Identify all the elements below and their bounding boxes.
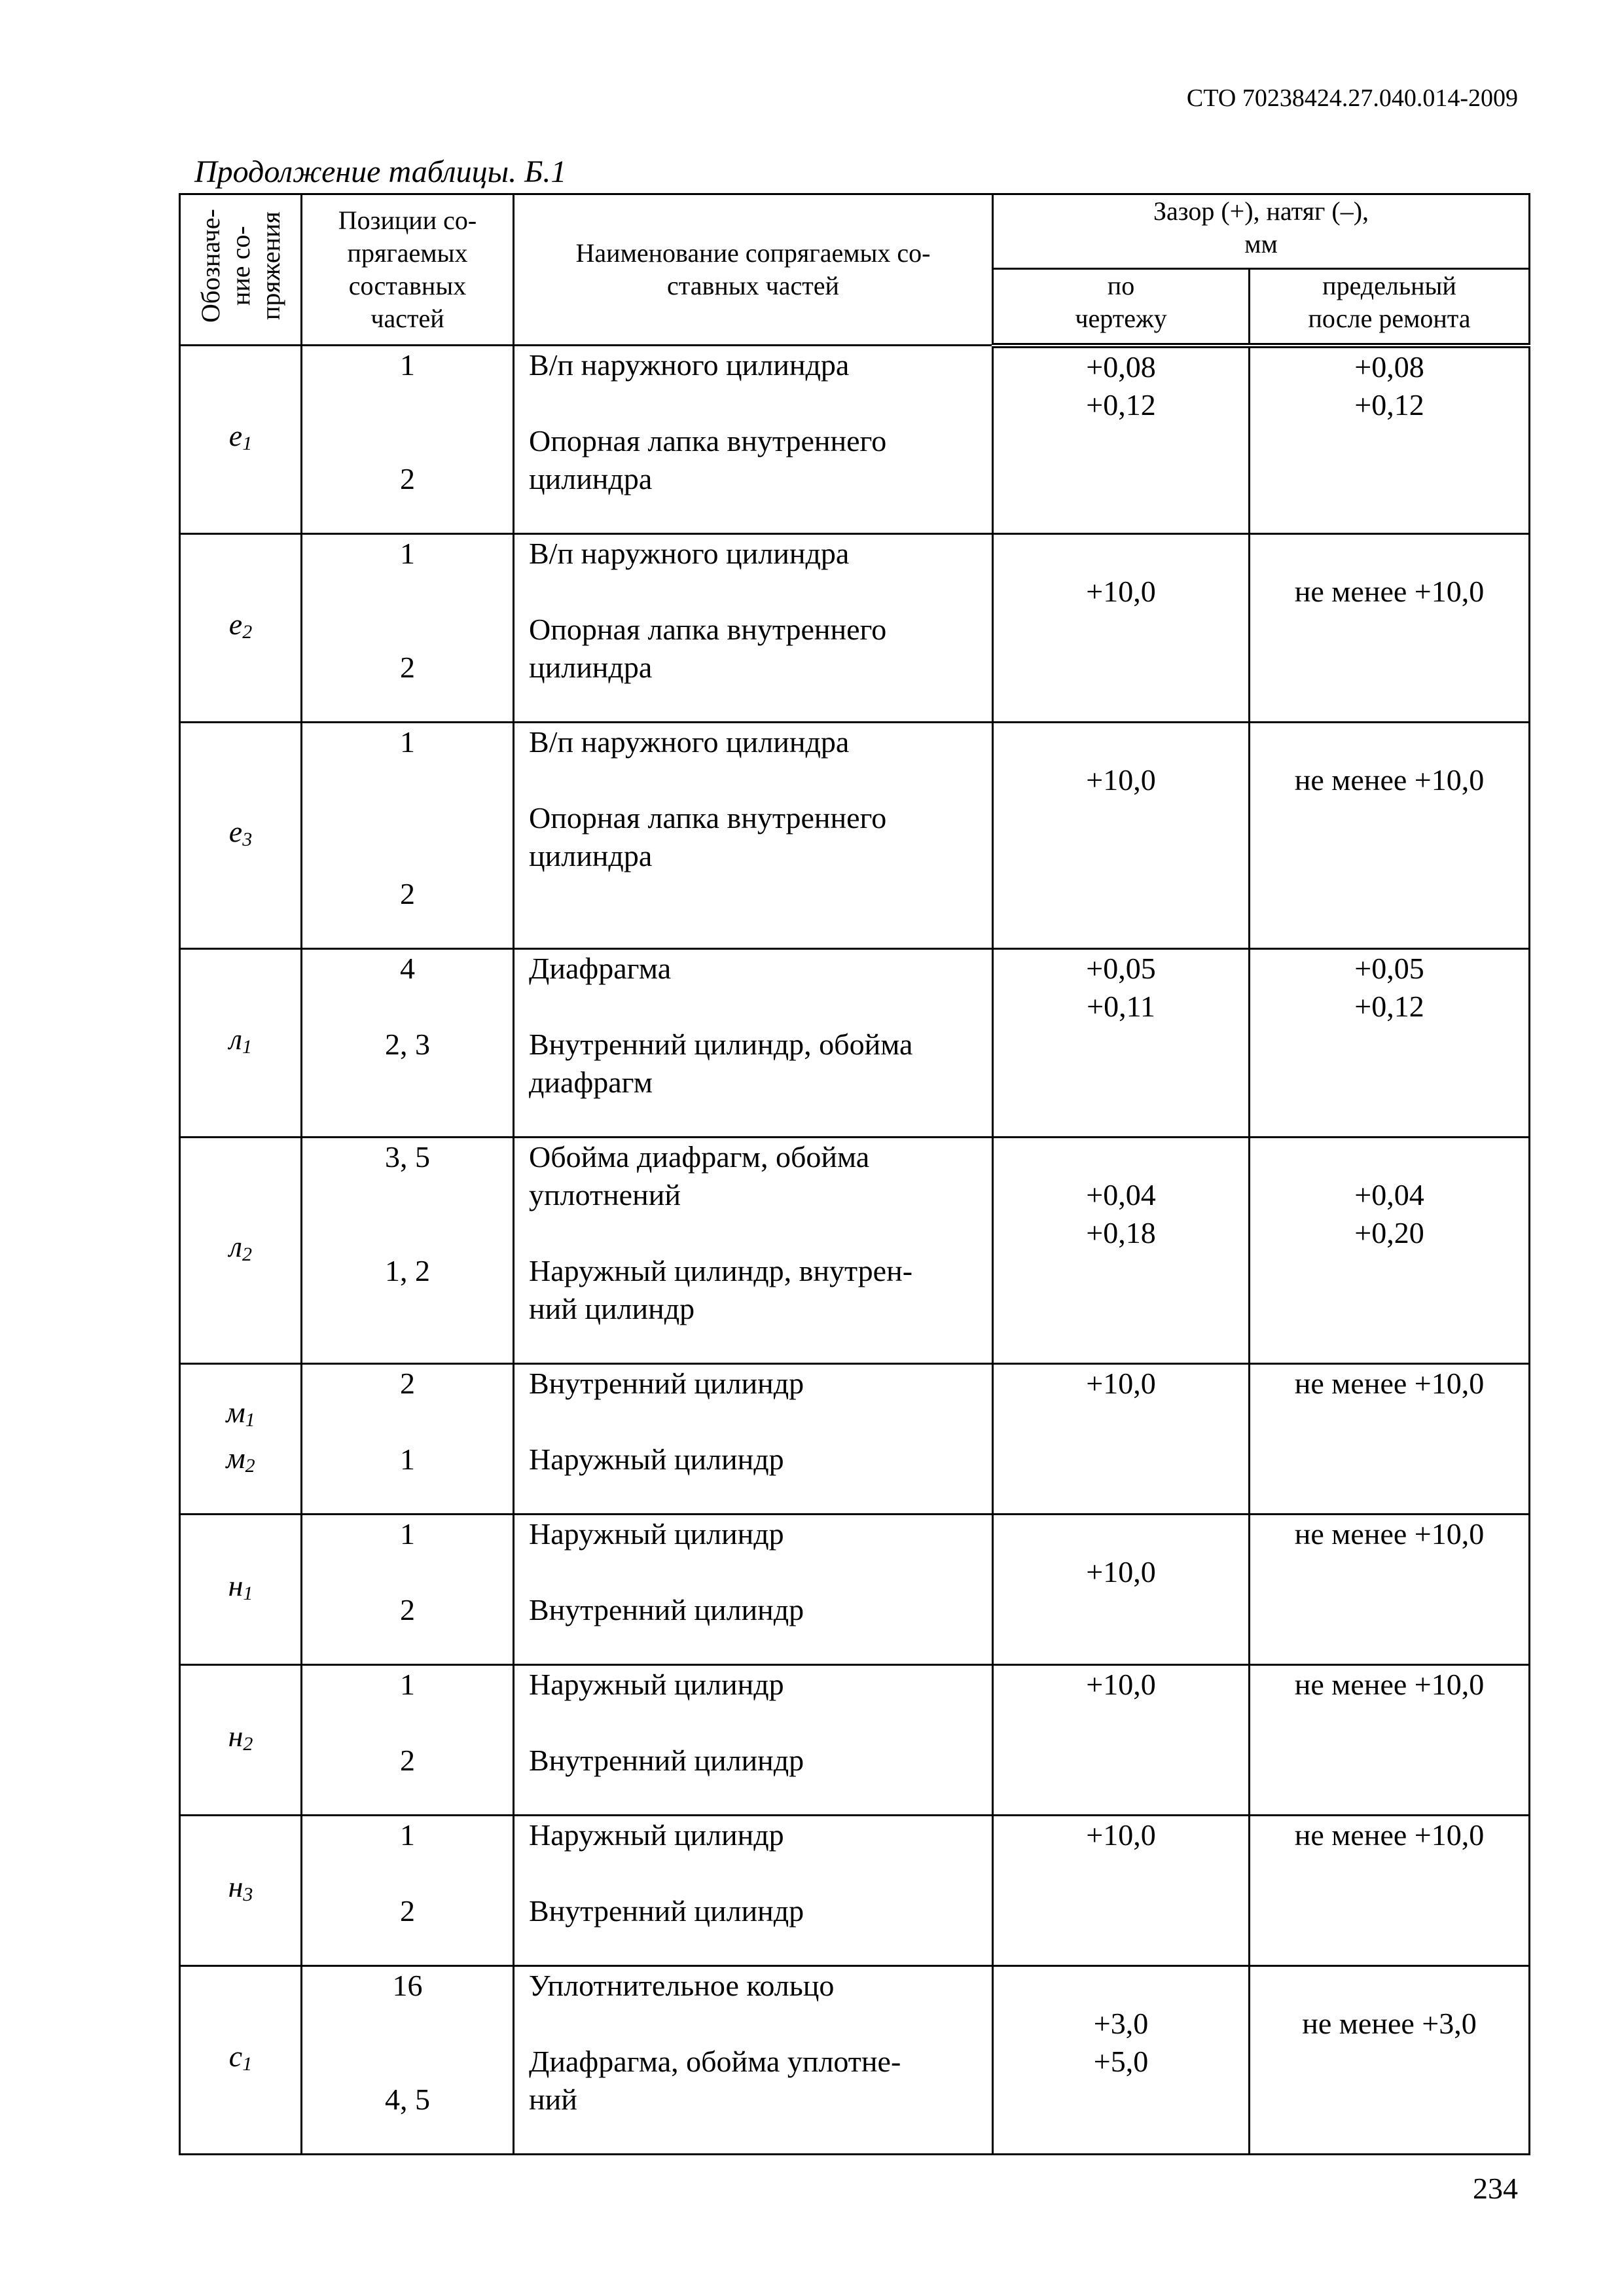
cell-designation: [180, 1364, 302, 1515]
designation-code: [181, 1228, 300, 1274]
designation-subscript: 1: [245, 1408, 255, 1431]
cell-positions-line: 3, 5: [385, 1140, 430, 1174]
cell-names-line: Диафрагма, обойма уплотне-: [529, 2045, 901, 2078]
cell-limit-line: [1250, 1967, 1528, 2005]
designation-subscript: 1: [242, 2053, 253, 2075]
cell-positions-line: [302, 988, 513, 1026]
designation-letter: н: [228, 1568, 244, 1602]
cell-positions-line: [302, 2005, 513, 2043]
cell-positions-line: 2, 3: [385, 1028, 430, 1061]
designation-code: [181, 2037, 300, 2083]
cell-limit-line: +0,12: [1354, 990, 1424, 1023]
header-limit-line: предельный: [1322, 271, 1456, 301]
cell-limit-line: не менее +3,0: [1302, 2007, 1477, 2040]
header-positions-line: прягаемых: [347, 238, 468, 268]
cell-designation: [180, 346, 302, 534]
designation-letter: м: [226, 1441, 245, 1475]
cell-by-drawing-line: +10,0: [1086, 1818, 1156, 1852]
cell-names-line: В/п наружного цилиндра: [529, 725, 850, 759]
designation-code: [181, 1393, 300, 1439]
cell-positions: [302, 723, 514, 949]
cell-by-drawing-line: +0,18: [1086, 1216, 1156, 1249]
cell-limit: [1250, 1138, 1530, 1364]
cell-limit: [1250, 1816, 1530, 1966]
cell-names-line: Опорная лапка внутреннего: [529, 613, 887, 646]
designation-letter: е: [228, 607, 243, 641]
designation-subscript: 2: [242, 620, 253, 643]
cell-names-line: В/п наружного цилиндра: [529, 348, 850, 382]
cell-positions-line: 1: [400, 1668, 415, 1701]
designation-letter: с: [228, 2039, 243, 2073]
mating-parts-table: [179, 193, 1530, 2155]
cell-by-drawing: [993, 1138, 1250, 1364]
header-positions-line: частей: [370, 304, 444, 333]
designation-subscript: 2: [243, 1732, 253, 1755]
cell-names-line: [529, 761, 984, 799]
designation-code: [181, 417, 300, 463]
cell-limit-line: не менее +10,0: [1294, 1818, 1485, 1852]
mating-parts-table-container: [179, 193, 1528, 2155]
table-row: [180, 949, 1530, 1138]
cell-positions: [302, 1138, 514, 1364]
designation-subscript: 3: [243, 1883, 253, 1905]
cell-names-line: цилиндра: [529, 839, 653, 872]
cell-names-line: цилиндра: [529, 651, 653, 684]
designation-code: [181, 1439, 300, 1485]
cell-names: [514, 1364, 993, 1515]
cell-positions-line: 16: [392, 1969, 423, 2002]
cell-by-drawing-line: +10,0: [1086, 1555, 1156, 1588]
designation-subscript: 2: [242, 1243, 253, 1265]
cell-limit: [1250, 1966, 1530, 2155]
header-limit-line: после ремонта: [1308, 304, 1471, 334]
cell-limit: [1250, 1515, 1530, 1665]
cell-names-line: В/п наружного цилиндра: [529, 537, 850, 570]
cell-names: [514, 1816, 993, 1966]
cell-positions-line: [302, 573, 513, 611]
cell-names-line: Внутренний цилиндр, обойма: [529, 1028, 913, 1061]
cell-designation: [180, 1816, 302, 1966]
table-body: [180, 346, 1530, 2155]
cell-names-line: [529, 1854, 984, 1892]
cell-by-drawing-line: [994, 1515, 1248, 1553]
cell-names-line: Внутренний цилиндр: [529, 1744, 804, 1777]
designation-letter: л: [228, 1229, 243, 1263]
header-positions: [302, 194, 514, 346]
cell-by-drawing-line: +0,04: [1086, 1178, 1156, 1211]
designation-code: [181, 813, 300, 859]
cell-names: [514, 1966, 993, 2155]
cell-names: [514, 1138, 993, 1364]
cell-designation: [180, 1515, 302, 1665]
cell-names-line: Внутренний цилиндр: [529, 1593, 804, 1626]
designation-subscript: 3: [242, 828, 253, 850]
cell-limit-line: [1250, 723, 1528, 761]
cell-positions-line: [302, 799, 513, 837]
designation-letter: е: [228, 418, 243, 452]
cell-positions-line: 1: [400, 1818, 415, 1852]
table-caption: Продолжение таблицы. Б.1: [194, 154, 567, 189]
designation-letter: е: [228, 814, 243, 848]
cell-limit-line: +0,12: [1354, 387, 1424, 422]
cell-names-line: [529, 988, 984, 1026]
cell-positions-line: [302, 837, 513, 875]
cell-positions: [302, 1816, 514, 1966]
cell-limit-line: +0,20: [1354, 1216, 1424, 1249]
cell-positions-line: 1: [400, 725, 415, 759]
header-limit: [1250, 269, 1530, 346]
cell-by-drawing-line: +3,0: [1093, 2007, 1149, 2040]
cell-names-line: уплотнений: [529, 1178, 681, 1211]
cell-names-line: цилиндра: [529, 462, 653, 495]
cell-by-drawing-line: [994, 535, 1248, 573]
cell-positions-line: [302, 1214, 513, 1252]
designation-subscript: 1: [243, 1582, 253, 1604]
cell-by-drawing: [993, 1665, 1250, 1816]
cell-names-line: [529, 1553, 984, 1591]
cell-positions-line: 1: [400, 537, 415, 570]
header-designation-text: Обозначе-ние со-пряжения: [195, 209, 285, 323]
cell-limit-line: не менее +10,0: [1294, 575, 1485, 608]
header-by-drawing-line: чертежу: [1075, 304, 1167, 334]
cell-names-line: [529, 573, 984, 611]
header-names-line: ставных частей: [667, 271, 839, 300]
cell-names-line: Наружный цилиндр: [529, 1443, 784, 1476]
cell-by-drawing-line: [994, 1967, 1248, 2005]
table-row: [180, 1364, 1530, 1515]
header-clearance-line: мм: [1244, 229, 1278, 259]
cell-designation: [180, 534, 302, 723]
cell-positions-line: 2: [400, 877, 415, 910]
cell-by-drawing-line: +10,0: [1086, 575, 1156, 608]
cell-names-line: Наружный цилиндр: [529, 1818, 784, 1852]
cell-names-line: Наружный цилиндр: [529, 1668, 784, 1701]
designation-code: [181, 1567, 300, 1613]
cell-names-line: Внутренний цилиндр: [529, 1894, 804, 1928]
cell-positions-line: 2: [400, 651, 415, 684]
cell-positions: [302, 346, 514, 534]
cell-positions-line: [302, 611, 513, 649]
cell-names-line: ний: [529, 2083, 577, 2116]
cell-positions-line: 1: [400, 1517, 415, 1551]
header-names-line: Наименование сопрягаемых со-: [575, 238, 931, 268]
cell-names: [514, 534, 993, 723]
cell-by-drawing-line: +10,0: [1086, 1367, 1156, 1400]
table-row: [180, 1966, 1530, 2155]
cell-positions-line: 2: [400, 1367, 415, 1400]
cell-positions-line: [302, 2043, 513, 2081]
cell-limit-line: не менее +10,0: [1294, 1367, 1485, 1400]
cell-names: [514, 723, 993, 949]
cell-limit: [1250, 1364, 1530, 1515]
cell-names-line: Наружный цилиндр: [529, 1517, 784, 1551]
designation-code: [181, 605, 300, 651]
cell-positions-line: 2: [400, 1894, 415, 1928]
header-names: [514, 194, 993, 346]
cell-designation: [180, 1138, 302, 1364]
header-clearance-line: Зазор (+), натяг (–),: [1153, 196, 1369, 226]
cell-by-drawing: [993, 1816, 1250, 1966]
header-positions-line: составных: [348, 271, 467, 300]
table-row: [180, 1816, 1530, 1966]
cell-limit: [1250, 949, 1530, 1138]
cell-limit-line: +0,08: [1354, 350, 1424, 384]
designation-letter: м: [226, 1395, 245, 1429]
table-row: [180, 1138, 1530, 1364]
table-row: [180, 1515, 1530, 1665]
header-clearance: [993, 194, 1530, 269]
table-row: [180, 346, 1530, 534]
cell-positions: [302, 1665, 514, 1816]
header-designation: [180, 194, 302, 346]
cell-designation: [180, 949, 302, 1138]
cell-positions-line: [302, 1854, 513, 1892]
designation-subscript: 1: [242, 432, 253, 454]
cell-limit-line: [1250, 535, 1528, 573]
cell-names-line: ний цилиндр: [529, 1292, 695, 1325]
cell-names: [514, 1665, 993, 1816]
cell-names-line: Опорная лапка внутреннего: [529, 424, 887, 457]
cell-limit: [1250, 534, 1530, 723]
cell-positions: [302, 1364, 514, 1515]
cell-names-line: [529, 384, 984, 422]
cell-names-line: Наружный цилиндр, внутрен-: [529, 1254, 913, 1287]
cell-by-drawing: [993, 534, 1250, 723]
cell-by-drawing: [993, 723, 1250, 949]
cell-limit: [1250, 723, 1530, 949]
cell-limit-line: не менее +10,0: [1294, 1668, 1485, 1701]
cell-positions-line: [302, 1403, 513, 1441]
cell-names-line: [529, 1403, 984, 1441]
cell-positions-line: [302, 1176, 513, 1214]
cell-positions-line: [302, 1553, 513, 1591]
cell-positions-line: 1: [400, 1443, 415, 1476]
cell-designation: [180, 1665, 302, 1816]
designation-code: [181, 1717, 300, 1763]
designation-letter: л: [228, 1022, 243, 1056]
designation-letter: н: [228, 1869, 244, 1903]
cell-names-line: [529, 1704, 984, 1742]
cell-names-line: Уплотнительное кольцо: [529, 1969, 835, 2002]
cell-positions-line: 2: [400, 462, 415, 495]
cell-limit: [1250, 346, 1530, 534]
document-code: СТО 70238424.27.040.014-2009: [1186, 84, 1518, 112]
header-by-drawing-line: по: [1107, 271, 1135, 301]
cell-by-drawing-line: +10,0: [1086, 1668, 1156, 1701]
designation-code: [181, 1868, 300, 1914]
designation-subscript: 2: [245, 1454, 255, 1477]
cell-positions-line: [302, 1704, 513, 1742]
cell-names-line: диафрагм: [529, 1066, 653, 1099]
cell-positions-line: 4: [400, 952, 415, 985]
cell-limit: [1250, 1665, 1530, 1816]
table-row: [180, 723, 1530, 949]
cell-limit-line: не менее +10,0: [1294, 763, 1485, 797]
cell-by-drawing: [993, 1364, 1250, 1515]
cell-by-drawing-line: +0,11: [1087, 990, 1155, 1023]
cell-positions-line: 1, 2: [385, 1254, 430, 1287]
cell-by-drawing-line: +0,12: [1086, 387, 1156, 422]
cell-by-drawing-line: +0,05: [1086, 952, 1156, 985]
cell-names-line: Диафрагма: [529, 952, 672, 985]
page-number: 234: [1473, 2172, 1518, 2205]
cell-positions: [302, 1515, 514, 1665]
table-row: [180, 534, 1530, 723]
cell-by-drawing: [993, 1515, 1250, 1665]
cell-positions-line: [302, 384, 513, 422]
designation-subscript: 1: [242, 1035, 253, 1058]
cell-positions-line: 4, 5: [385, 2083, 430, 2116]
header-by-drawing: [993, 269, 1250, 346]
cell-designation: [180, 723, 302, 949]
cell-positions-line: [302, 761, 513, 799]
cell-positions-line: 2: [400, 1744, 415, 1777]
cell-names: [514, 1515, 993, 1665]
cell-by-drawing: [993, 949, 1250, 1138]
table-header: [180, 194, 1530, 346]
cell-by-drawing-line: +5,0: [1093, 2045, 1149, 2078]
cell-by-drawing-line: [994, 1138, 1248, 1176]
cell-names-line: Обойма диафрагм, обойма: [529, 1140, 870, 1174]
cell-names-line: Опорная лапка внутреннего: [529, 801, 887, 834]
cell-by-drawing-line: +0,08: [1086, 350, 1156, 384]
cell-by-drawing-line: +10,0: [1086, 763, 1156, 797]
cell-positions-line: [302, 422, 513, 460]
cell-names-line: Внутренний цилиндр: [529, 1367, 804, 1400]
cell-limit-line: +0,04: [1354, 1178, 1424, 1211]
cell-by-drawing: [993, 1966, 1250, 2155]
table-row: [180, 1665, 1530, 1816]
cell-positions-line: 1: [400, 348, 415, 382]
cell-positions: [302, 949, 514, 1138]
cell-names: [514, 346, 993, 534]
cell-limit-line: [1250, 1138, 1528, 1176]
designation-code: [181, 1020, 300, 1066]
cell-names-line: [529, 1214, 984, 1252]
cell-positions-line: 2: [400, 1593, 415, 1626]
designation-letter: н: [228, 1719, 244, 1753]
header-positions-line: Позиции со-: [338, 206, 477, 235]
cell-positions: [302, 1966, 514, 2155]
cell-limit-line: +0,05: [1354, 952, 1424, 985]
cell-designation: [180, 1966, 302, 2155]
cell-names: [514, 949, 993, 1138]
cell-names-line: [529, 2005, 984, 2043]
cell-positions: [302, 534, 514, 723]
cell-by-drawing: [993, 346, 1250, 534]
cell-limit-line: не менее +10,0: [1294, 1517, 1485, 1551]
cell-by-drawing-line: [994, 723, 1248, 761]
